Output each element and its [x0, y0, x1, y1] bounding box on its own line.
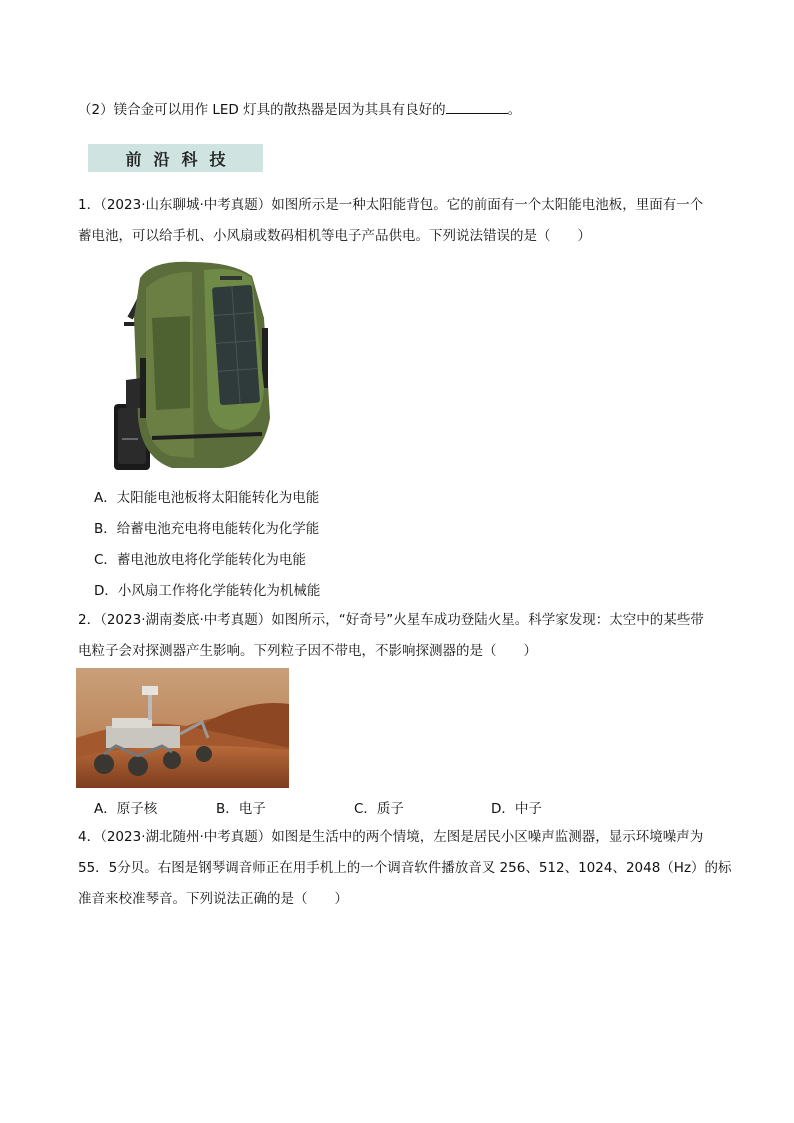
- q2-option-d: D．中子: [491, 801, 542, 817]
- q2-option-a: A．原子核: [94, 801, 158, 817]
- q1-line-1: 1．（2023·山东聊城·中考真题）如图所示是一种太阳能背包。它的前面有一个太阳能电池板，里面有一个: [78, 197, 704, 213]
- q2-option-b: B．电子: [216, 801, 266, 817]
- mars-rover-image: [76, 668, 289, 788]
- q1-option-d: D．小风扇工作将化学能转化为机械能: [94, 583, 321, 599]
- q1-option-c: C．蓄电池放电将化学能转化为电能: [94, 552, 306, 568]
- q4-line-1: 4．（2023·湖北随州·中考真题）如图是生活中的两个情境，左图是居民小区噪声监测器，显示环境噪声为: [78, 829, 704, 845]
- q2-line-2: 电粒子会对探测器产生影响。下列粒子因不带电，不影响探测器的是（ ）: [78, 643, 537, 659]
- solar-backpack-image: [112, 258, 277, 472]
- q4-line-3: 准音来校准琴音。下列说法正确的是（ ）: [78, 891, 348, 907]
- question-part-2: [78, 101, 521, 119]
- q2-line-1: 2．（2023·湖南娄底·中考真题）如图所示，“好奇号”火星车成功登陆火星。科学家发现：太空中的某些带: [78, 612, 704, 628]
- question-part-2-end: 。: [507, 102, 522, 118]
- q1-line-2: 蓄电池，可以给手机、小风扇或数码相机等电子产品供电。下列说法错误的是（ ）: [78, 228, 591, 244]
- answer-blank: [446, 101, 508, 114]
- q2-option-c: C．质子: [354, 801, 404, 817]
- q1-option-b: B．给蓄电池充电将电能转化为化学能: [94, 521, 320, 537]
- section-header: [88, 144, 263, 172]
- question-part-2-text: （2）镁合金可以用作 LED 灯具的散热器是因为其具有良好的: [78, 102, 446, 118]
- q1-option-a: A．太阳能电池板将太阳能转化为电能: [94, 490, 320, 506]
- q4-line-2: 55．5分贝。右图是钢琴调音师正在用手机上的一个调音软件播放音叉 256、512、1024、2048（Hz）的标: [78, 860, 732, 876]
- section-title: 前沿科技: [125, 149, 238, 169]
